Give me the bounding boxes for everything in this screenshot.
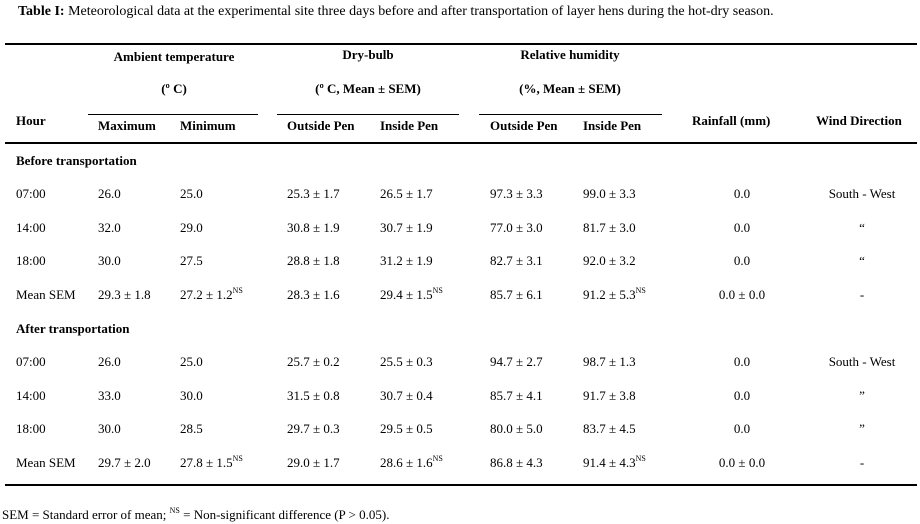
cell-rh-out: [490, 455, 543, 471]
cell-value: 25.7 ± 0.2: [287, 354, 340, 369]
cell-wind: [859, 388, 865, 404]
cell-wind: [829, 186, 896, 202]
cell-value: 07:00: [16, 354, 46, 369]
cell-value: 85.7 ± 6.1: [490, 286, 543, 302]
cell-value: South - West: [828, 354, 896, 369]
cell-value: 29.0: [180, 219, 203, 235]
cell-min: [180, 388, 203, 404]
cell-value: ”: [859, 387, 865, 403]
cell-db-out: [287, 455, 340, 471]
cell-db-out: [287, 287, 340, 303]
cell-rain: [719, 455, 765, 471]
footnote: [2, 507, 389, 523]
cell-value: 27.5: [180, 253, 203, 268]
cell-value: 29.7 ± 2.0: [98, 454, 151, 470]
header-drybulb-outside: Outside Pen: [287, 118, 355, 133]
cell-max: [98, 388, 121, 404]
ns-mark: NS: [432, 285, 443, 295]
cell-value: 85.7 ± 4.1: [490, 387, 543, 403]
cell-hour: [16, 354, 46, 370]
cell-max: [98, 455, 151, 471]
cell-db-in: [380, 186, 433, 202]
cell-hour: [16, 455, 76, 471]
cell-value: -: [859, 286, 865, 302]
cell-rain: [719, 287, 765, 303]
cell-db-out: [287, 421, 340, 437]
cell-value: 28.5: [180, 421, 203, 436]
cell-wind: [860, 287, 864, 303]
ns-mark: NS: [232, 453, 243, 463]
cell-value: 29.0 ± 1.7: [287, 454, 340, 470]
cell-hour: [16, 421, 46, 437]
header-rainfall: Rainfall (mm): [692, 113, 771, 128]
cell-value: 32.0: [98, 219, 121, 235]
cell-value: 0.0 ± 0.0: [718, 286, 766, 302]
cell-hour: [16, 253, 46, 269]
cell-value: 29.5 ± 0.5: [380, 421, 433, 436]
cell-value: 91.7 ± 3.8: [583, 387, 636, 403]
header-ambient-title: Ambient temperature: [113, 49, 235, 64]
footnote-sem: SEM = Standard error of mean;: [2, 507, 170, 522]
cell-rh-in: [583, 220, 636, 236]
cell-value: South - West: [828, 186, 896, 201]
header-ambient-unit: (º C): [161, 81, 187, 96]
cell-rh-out: [490, 186, 543, 202]
ns-mark: NS: [432, 453, 443, 463]
cell-wind: [860, 455, 864, 471]
ns-mark: NS: [232, 285, 243, 295]
cell-value: 30.0: [98, 421, 121, 436]
cell-min: [180, 354, 203, 370]
cell-value: 0.0: [733, 387, 751, 403]
cell-value: 91.2 ± 5.3: [583, 286, 636, 302]
cell-rh-in: [583, 388, 636, 404]
header-wind-direction: Wind Direction: [816, 113, 902, 128]
header-rh-unit: (%, Mean ± SEM): [519, 81, 621, 96]
cell-db-in: [380, 287, 443, 303]
cell-value: 26.5 ± 1.7: [380, 186, 433, 201]
cell-value: 94.7 ± 2.7: [490, 354, 543, 369]
cell-value: 30.8 ± 1.9: [287, 219, 340, 235]
cell-rh-out: [490, 354, 543, 370]
cell-value: 99.0 ± 3.3: [583, 186, 636, 201]
table-label: Table I:: [18, 4, 65, 19]
header-rh-inside: Inside Pen: [583, 118, 642, 133]
cell-value: 81.7 ± 3.0: [583, 219, 636, 235]
cell-value: 0.0: [733, 219, 751, 235]
cell-rain: [734, 253, 750, 269]
bottom-rule: [5, 484, 917, 486]
cell-rh-out: [490, 388, 543, 404]
cell-value: 31.2 ± 1.9: [380, 253, 433, 268]
cell-wind: [859, 220, 865, 236]
cell-db-in: [380, 220, 433, 236]
cell-rain: [734, 220, 750, 236]
drybulb-rule: [277, 114, 459, 115]
cell-hour: [16, 287, 76, 303]
cell-min: [180, 287, 243, 303]
cell-hour: [16, 388, 46, 404]
cell-value: 0.0: [733, 253, 751, 268]
cell-rh-out: [490, 287, 543, 303]
cell-value: Mean SEM: [16, 286, 76, 302]
cell-rh-out: [490, 421, 543, 437]
cell-value: 27.8 ± 1.5: [180, 454, 233, 470]
header-drybulb-unit: (º C, Mean ± SEM): [315, 81, 421, 96]
cell-value: 33.0: [98, 387, 121, 403]
cell-rh-in: [583, 421, 636, 437]
section-title: Before transportation: [16, 153, 137, 168]
cell-value: 26.0: [98, 186, 121, 201]
footnote-ns: = Non-significant difference (P > 0.05).: [179, 507, 390, 522]
cell-value: 91.4 ± 4.3: [583, 454, 636, 470]
cell-value: 07:00: [16, 186, 46, 201]
cell-value: 30.0: [180, 387, 203, 403]
cell-value: 77.0 ± 3.0: [490, 219, 543, 235]
cell-max: [98, 421, 121, 437]
ns-mark: NS: [635, 285, 646, 295]
top-rule: [5, 43, 917, 45]
table-caption-text: Meteorological data at the experimental site three days before and after transportation of layer hens during the hot-dry season.: [68, 4, 774, 19]
cell-value: 30.7 ± 1.9: [380, 219, 433, 235]
cell-max: [98, 287, 151, 303]
cell-db-out: [287, 354, 340, 370]
cell-value: 30.7 ± 0.4: [380, 387, 433, 403]
cell-rh-out: [490, 253, 543, 269]
cell-value: 86.8 ± 4.3: [490, 454, 543, 470]
header-rule: [5, 142, 917, 144]
cell-value: “: [859, 253, 865, 268]
cell-value: 97.3 ± 3.3: [490, 186, 543, 201]
cell-value: 14:00: [16, 387, 46, 403]
cell-value: 82.7 ± 3.1: [490, 253, 543, 268]
cell-min: [180, 253, 203, 269]
header-drybulb-inside: Inside Pen: [380, 118, 439, 133]
cell-db-in: [380, 253, 433, 269]
cell-value: 80.0 ± 5.0: [490, 421, 543, 436]
cell-db-in: [380, 421, 433, 437]
ns-mark: NS: [635, 453, 646, 463]
cell-max: [98, 186, 121, 202]
cell-value: 29.3 ± 1.8: [98, 286, 151, 302]
cell-hour: [16, 220, 46, 236]
cell-max: [98, 253, 121, 269]
cell-min: [180, 220, 203, 236]
cell-value: 0.0 ± 0.0: [718, 454, 766, 470]
header-hour: Hour: [16, 113, 46, 128]
cell-value: 25.3 ± 1.7: [287, 186, 340, 201]
cell-value: 27.2 ± 1.2: [180, 286, 233, 302]
header-maximum: Maximum: [98, 118, 156, 133]
cell-rh-in: [583, 455, 646, 471]
cell-value: 25.0: [180, 186, 203, 201]
cell-value: “: [859, 219, 865, 235]
cell-db-out: [287, 253, 340, 269]
cell-value: 92.0 ± 3.2: [583, 253, 636, 268]
cell-value: 25.5 ± 0.3: [380, 354, 433, 369]
cell-hour: [16, 186, 46, 202]
cell-rh-in: [583, 253, 636, 269]
cell-value: 30.0: [98, 253, 121, 268]
cell-value: 28.3 ± 1.6: [287, 286, 340, 302]
ambient-rule: [88, 114, 258, 115]
cell-value: 18:00: [16, 253, 46, 268]
cell-max: [98, 220, 121, 236]
cell-value: 29.7 ± 0.3: [287, 421, 340, 436]
cell-value: ”: [859, 421, 865, 436]
cell-wind: [859, 253, 865, 269]
cell-rh-in: [583, 186, 636, 202]
cell-rh-out: [490, 220, 543, 236]
header-drybulb-title: Dry-bulb: [342, 47, 394, 62]
cell-value: 31.5 ± 0.8: [287, 387, 340, 403]
cell-value: 83.7 ± 4.5: [583, 421, 636, 436]
cell-db-out: [287, 220, 340, 236]
cell-min: [180, 455, 243, 471]
cell-rain: [734, 354, 750, 370]
cell-value: 98.7 ± 1.3: [583, 354, 636, 369]
cell-value: 0.0: [733, 186, 751, 201]
cell-min: [180, 186, 203, 202]
cell-rh-in: [583, 354, 636, 370]
cell-wind: [859, 421, 865, 437]
cell-value: 0.0: [733, 354, 751, 369]
cell-rh-in: [583, 287, 646, 303]
footnote-ns-mark: NS: [169, 506, 180, 515]
cell-value: 28.8 ± 1.8: [287, 253, 340, 268]
cell-value: 28.6 ± 1.6: [380, 454, 433, 470]
cell-min: [180, 421, 203, 437]
cell-value: 26.0: [98, 354, 121, 369]
cell-value: 18:00: [16, 421, 46, 436]
cell-wind: [829, 354, 896, 370]
cell-db-out: [287, 388, 340, 404]
cell-value: 14:00: [16, 219, 46, 235]
header-rh-outside: Outside Pen: [490, 118, 558, 133]
header-rh-title: Relative humidity: [520, 47, 620, 62]
cell-value: Mean SEM: [16, 454, 76, 470]
cell-rain: [734, 421, 750, 437]
cell-db-in: [380, 455, 443, 471]
section-title: After transportation: [16, 321, 130, 336]
cell-value: 29.4 ± 1.5: [380, 286, 433, 302]
cell-db-in: [380, 388, 433, 404]
cell-db-out: [287, 186, 340, 202]
cell-value: 25.0: [180, 354, 203, 369]
cell-rain: [734, 186, 750, 202]
cell-value: 0.0: [733, 421, 751, 436]
cell-value: -: [859, 454, 865, 470]
cell-max: [98, 354, 121, 370]
cell-rain: [734, 388, 750, 404]
table-caption: [18, 4, 774, 20]
rh-rule: [479, 114, 662, 115]
cell-db-in: [380, 354, 433, 370]
header-minimum: Minimum: [180, 118, 236, 133]
